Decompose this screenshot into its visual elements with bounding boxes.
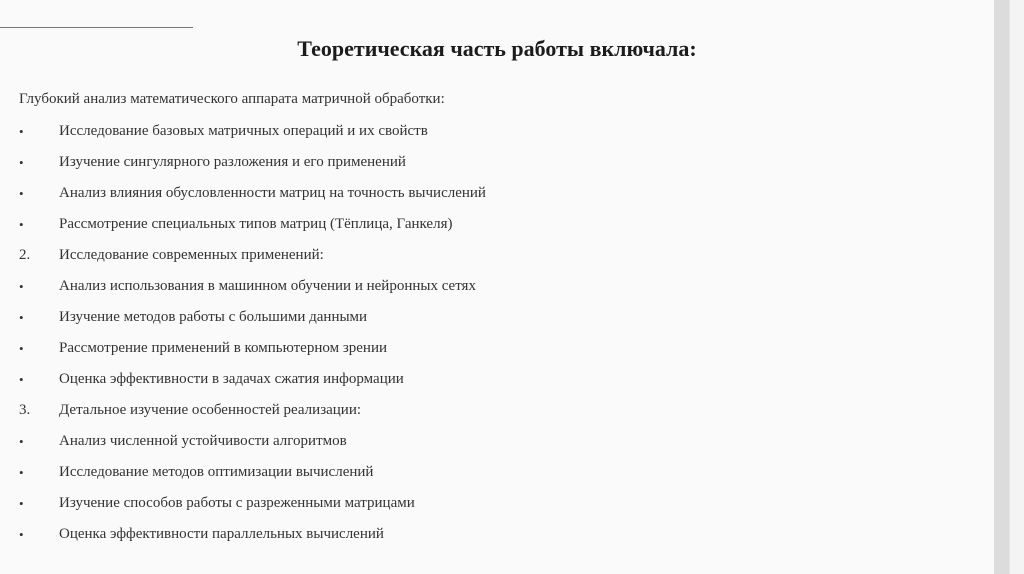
list-item-text: Детальное изучение особенностей реализации: xyxy=(59,402,362,418)
list-item xyxy=(19,147,486,178)
list-item xyxy=(19,178,486,209)
list-marker: • xyxy=(19,278,24,294)
list-marker: 2. xyxy=(19,247,31,263)
list-marker: • xyxy=(19,371,24,387)
list-marker: • xyxy=(19,340,24,356)
list-item xyxy=(19,302,486,333)
list-item-text: Рассмотрение применений в компьютерном зрении xyxy=(59,340,387,356)
list-item xyxy=(19,488,486,519)
list-marker: 3. xyxy=(19,402,31,418)
scrollbar-thumb[interactable] xyxy=(1009,0,1024,574)
list-item xyxy=(19,426,486,457)
list-item-text: Оценка эффективности параллельных вычислений xyxy=(59,526,384,542)
list-item-text: Оценка эффективности в задачах сжатия информации xyxy=(59,371,404,387)
list-item-text: Изучение сингулярного разложения и его применений xyxy=(59,154,406,170)
list-marker: • xyxy=(19,154,24,170)
list-marker: • xyxy=(19,216,24,232)
slide-title: Теоретическая часть работы включала: xyxy=(297,36,697,61)
header-rule xyxy=(0,27,193,28)
list-item-text: Исследование современных применений: xyxy=(59,247,324,263)
list-item-text: Изучение методов работы с большими данными xyxy=(59,309,368,325)
list-marker: • xyxy=(19,526,24,542)
list-marker: • xyxy=(19,123,24,139)
content-list xyxy=(19,116,486,550)
list-item xyxy=(19,364,486,395)
list-item-text: Рассмотрение специальных типов матриц (Тёплица, Ганкеля) xyxy=(59,216,453,232)
list-marker: • xyxy=(19,185,24,201)
list-item xyxy=(19,395,486,426)
list-item-text: Анализ влияния обусловленности матриц на точность вычислений xyxy=(59,185,486,201)
list-item xyxy=(19,457,486,488)
scrollbar-track[interactable] xyxy=(994,0,1009,574)
list-item-text: Изучение способов работы с разреженными матрицами xyxy=(59,495,415,511)
list-marker: • xyxy=(19,495,24,511)
list-item-text: Исследование базовых матричных операций и их свойств xyxy=(59,123,428,139)
list-item xyxy=(19,333,486,364)
list-marker: • xyxy=(19,433,24,449)
list-item xyxy=(19,116,486,147)
list-item xyxy=(19,209,486,240)
list-item xyxy=(19,271,486,302)
list-marker: • xyxy=(19,309,24,325)
list-marker: • xyxy=(19,464,24,480)
list-item-text: Анализ численной устойчивости алгоритмов xyxy=(59,433,347,449)
intro-text: Глубокий анализ математического аппарата матричной обработки: xyxy=(19,91,445,107)
list-item-text: Исследование методов оптимизации вычислений xyxy=(59,464,374,480)
list-item xyxy=(19,519,486,550)
list-item-text: Анализ использования в машинном обучении и нейронных сетях xyxy=(59,278,476,294)
list-item xyxy=(19,240,486,271)
